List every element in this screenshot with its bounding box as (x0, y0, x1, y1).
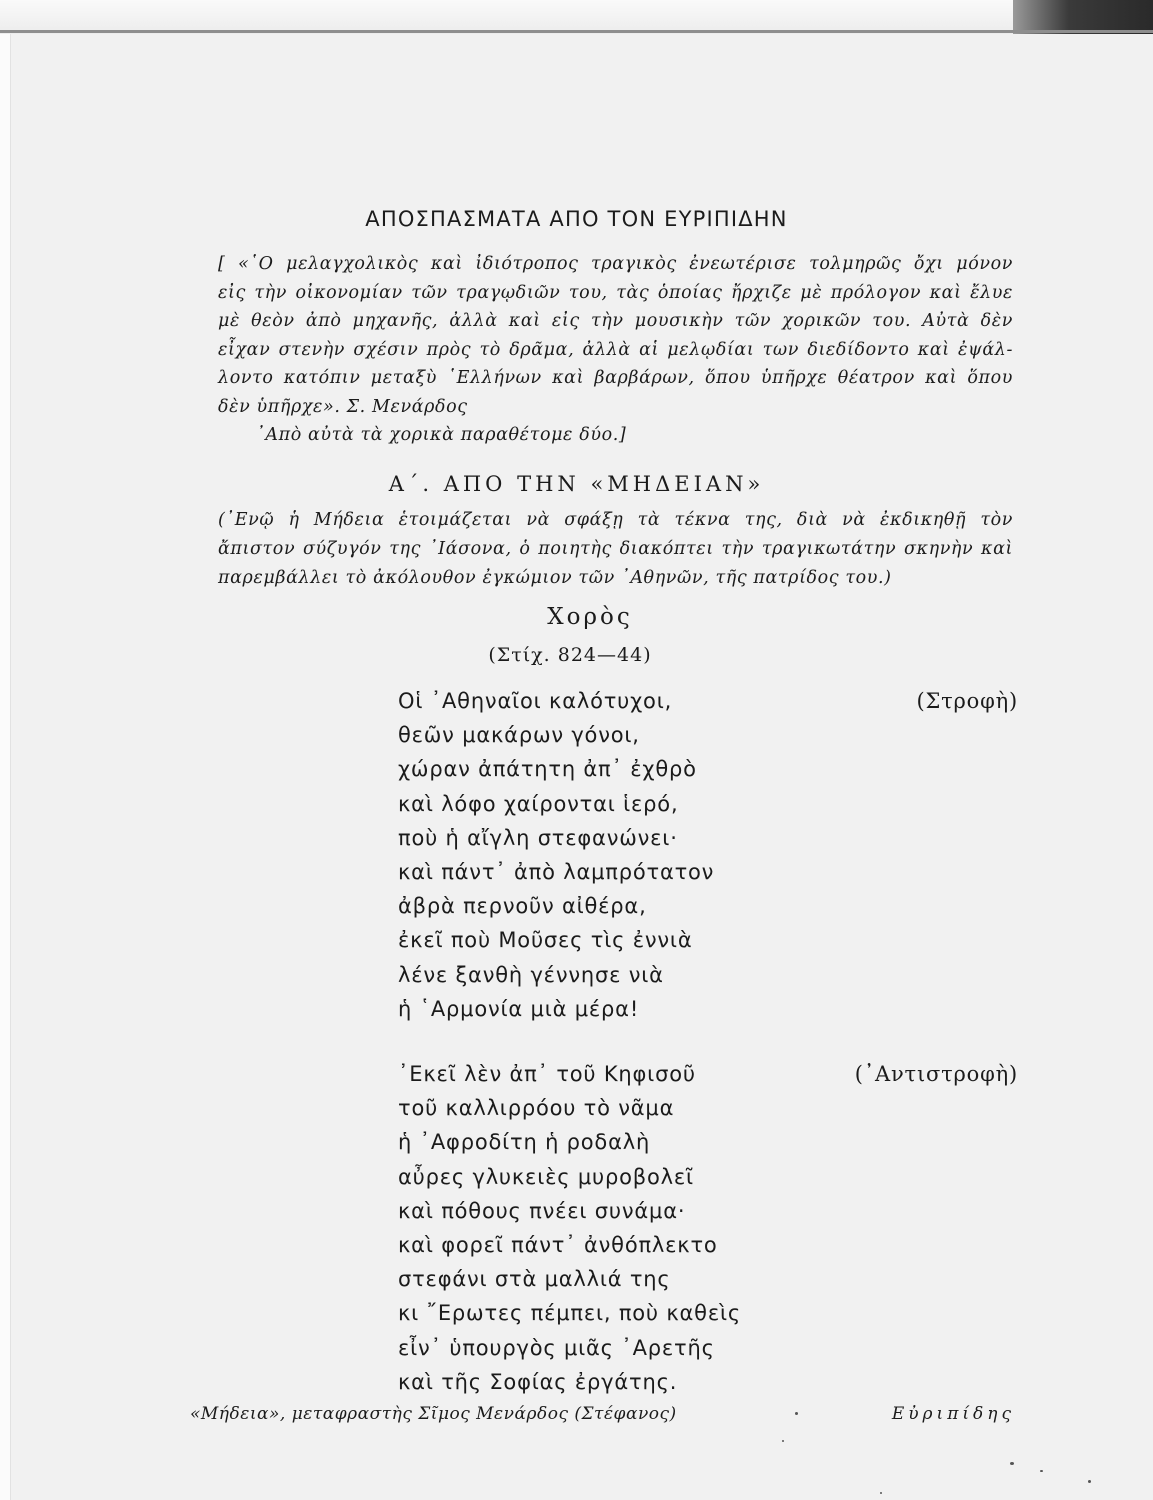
strophe-label: (Στροφὴ) (916, 689, 1018, 713)
antistrophe-label: (᾿Αντιστροφὴ) (854, 1062, 1018, 1086)
chorus-heading: Χορὸς (547, 604, 633, 630)
poem-line: αὖρες γλυκειὲς μυροβολεῖ (398, 1164, 694, 1189)
footer-source: «Μήδεια», μεταφραστὴς Σῖμος Μενάρδος (Στέφανος) (190, 1404, 677, 1424)
scan-speck (880, 1492, 882, 1494)
poem-line: ποὺ ἡ αἴγλη στεφανώνει· (398, 825, 678, 850)
poem-line: ἡ ᾿Αφροδίτη ἡ ροδαλὴ (398, 1130, 651, 1155)
intro-line: εἰς τὴν οἰκονομίαν τῶν τραγῳδιῶν του, τὰς ὁποίας ἤρχιζε μὲ πρόλογον καὶ ἔλυε (218, 282, 1013, 303)
page-top-edge (0, 0, 1153, 34)
poem-line: καὶ φορεῖ πάντ᾿ ἀνθόπλεκτο (398, 1233, 718, 1258)
poem-line: κι ῎Ερωτες πέμπει, ποὺ καθεὶς (398, 1301, 742, 1326)
poem-line: θεῶν μακάρων γόνοι, (398, 723, 640, 748)
scan-speck (795, 1412, 798, 1415)
scan-speck (1040, 1470, 1043, 1472)
intro-line: [ «῾Ο μελαγχολικὸς καὶ ἰδιότροπος τραγικὸς ἐνεωτέρισε τολμηρῶς ὄχι μόνον (218, 254, 1013, 274)
intro-line: εἶχαν στενὴν σχέσιν πρὸς τὸ δρᾶμα, ἀλλὰ αἱ μελῳδίαι των διεδίδοντο καὶ ἐψάλ- (218, 339, 1013, 360)
section-note-line: ἄπιστον σύζυγόν της ᾿Ιάσονα, ὁ ποιητὴς διακόπτει τὴν τραγικωτάτην σκηνὴν καὶ (218, 539, 1013, 559)
poem-line: ἐκεῖ ποὺ Μοῦσες τὶς ἐννιὰ (398, 928, 693, 953)
verse-reference: (Στίχ. 824—44) (488, 644, 652, 666)
scan-speck (782, 1440, 784, 1442)
poem-line: καὶ πόθους πνέει συνάμα· (398, 1198, 686, 1223)
poem-line: καὶ τῆς Σοφίας ἐργάτης. (398, 1369, 678, 1394)
intro-line: δὲν ὑπῆρχε». Σ. Μενάρδος (218, 396, 468, 417)
intro-line: λοντο κατόπιν μεταξὺ ῾Ελλήνων καὶ βαρβάρων, ὅπου ὑπῆρχε θέατρον καὶ ὅπου (218, 368, 1013, 388)
poem-line: χώραν ἀπάτητη ἀπ᾿ ἐχθρὸ (398, 757, 697, 782)
poem-line: στεφάνι στὰ μαλλιά της (398, 1267, 671, 1292)
intro-line: ᾿Απὸ αὐτὰ τὰ χορικὰ παραθέτομε δύο.] (256, 425, 627, 445)
poem-line: ἀβρὰ περνοῦν αἰθέρα, (398, 894, 647, 919)
intro-paragraph (218, 250, 1013, 450)
scan-speck (1088, 1480, 1091, 1483)
poem-line: καὶ λόφο χαίρονται ἱερό, (398, 791, 679, 816)
section-title: Α΄. ΑΠΟ ΤΗΝ «ΜΗΔΕΙΑΝ» (388, 472, 765, 496)
section-note (218, 506, 1013, 593)
footer-author: Εὐριπίδης (891, 1404, 1015, 1424)
strophe (398, 684, 1018, 1026)
poem-line: Οἱ ᾿Αθηναῖοι καλότυχοι, (398, 689, 673, 713)
poem-line: ᾿Εκεῖ λὲν ἀπ᾿ τοῦ Κηφισοῦ (398, 1062, 696, 1086)
poem-line: λένε ξανθὴ γέννησε νιὰ (398, 962, 664, 987)
antistrophe (398, 1057, 1018, 1399)
page-top-rule (0, 30, 1153, 33)
poem-line: καὶ πάντ᾿ ἀπὸ λαμπρότατον (398, 860, 715, 885)
poem-line: ἡ ῾Αρμονία μιὰ μέρα! (398, 996, 640, 1021)
section-note-line: παρεμβάλλει τὸ ἀκόλουθον ἐγκώμιον τῶν ᾿Αθηνῶν, τῆς πατρίδος του.) (218, 568, 892, 588)
page-title: ΑΠΟΣΠΑΣΜΑΤΑ ΑΠΟ ΤΟΝ ΕΥΡΙΠΙΔΗΝ (365, 207, 788, 231)
scan-speck (1010, 1462, 1014, 1465)
intro-line: μὲ θεὸν ἀπὸ μηχανῆς, ἀλλὰ καὶ εἰς τὴν μουσικὴν τῶν χορικῶν του. Αὐτὰ δὲν (218, 311, 1013, 331)
page-top-shadow (1013, 0, 1153, 34)
poem-line: εἶν᾿ ὑπουργὸς μιᾶς ᾿Αρετῆς (398, 1335, 715, 1360)
section-note-line: (᾿Ενῷ ἡ Μήδεια ἑτοιμάζεται νὰ σφάξῃ τὰ τέκνα της, διὰ νὰ ἐκδικηθῇ τὸν (218, 510, 1013, 530)
poem-line: τοῦ καλλιρρόου τὸ νᾶμα (398, 1096, 675, 1121)
